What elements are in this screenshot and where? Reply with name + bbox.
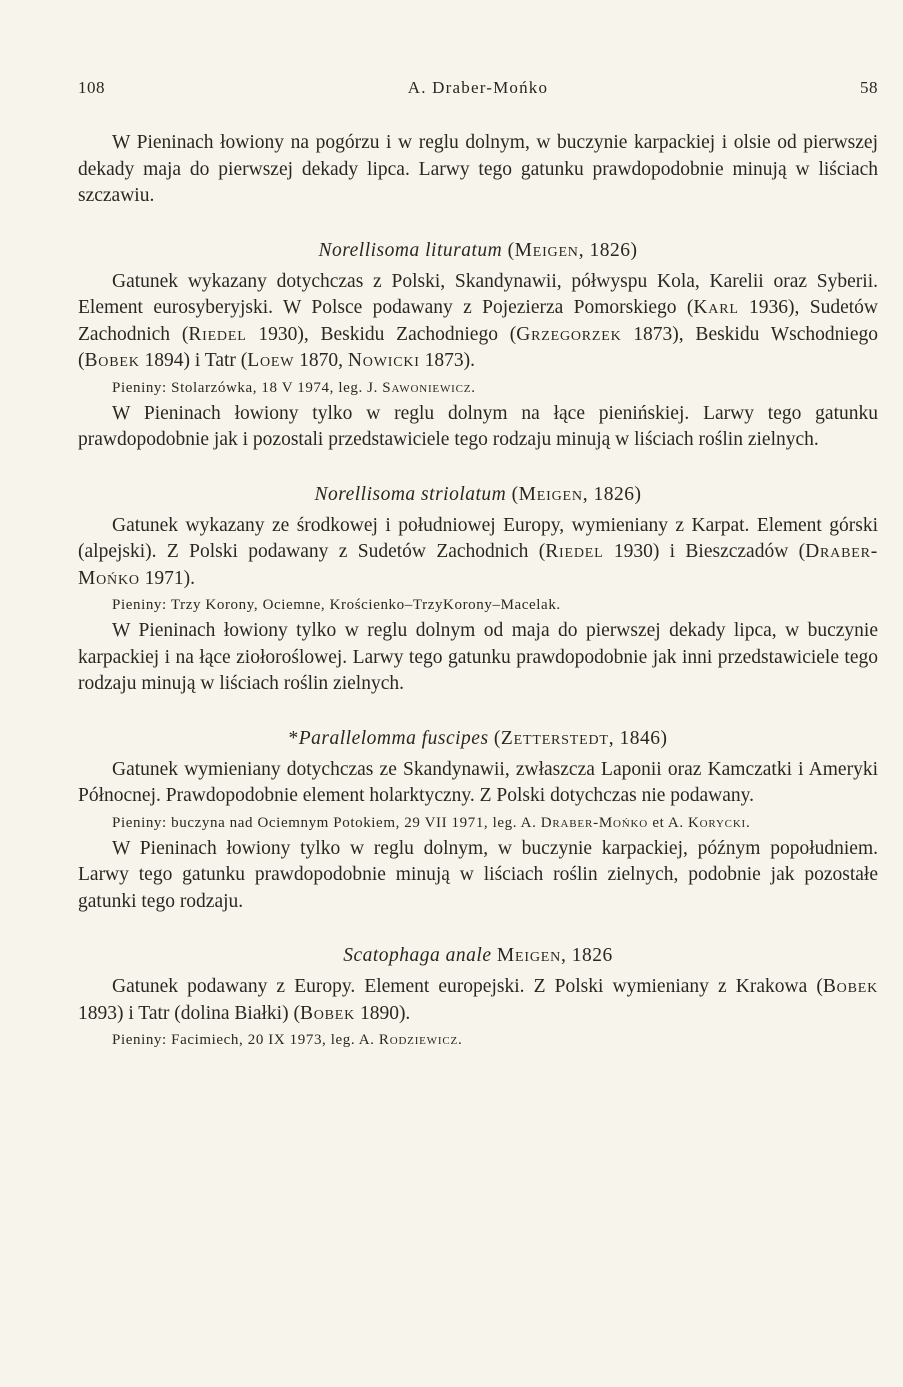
species-latin-name: Norellisoma lituratum — [318, 239, 503, 261]
locality-record: Pieniny: Trzy Korony, Ociemne, Krościenko–TrzyKorony–Macelak. — [112, 597, 561, 613]
locality-record: Pieniny: Facimiech, 20 IX 1973, leg. A. Rodziewicz. — [112, 1032, 463, 1048]
section-number: 58 — [860, 78, 878, 97]
species-author: Meigen — [518, 483, 583, 505]
species-heading — [78, 238, 878, 264]
species-author: Meigen — [514, 239, 579, 261]
species-author-year: , 1826) — [578, 239, 638, 261]
distribution-paragraph: Gatunek wykazany dotychczas z Polski, Skandynawii, półwyspu Kola, Karelii oraz Syberii. Element eurosyberyjski. W Polsce podawany z Pojezierza Pomorskiego (Karl 1936), Sudetów Zachodnich (Riedel 1930), Beskidu Zachodniego (Grzegorzek 1873), Beskidu Wschodniego (Bobek 1894) i Tatr (Loew 1870, Nowicki 1873). — [78, 270, 878, 371]
ecology-paragraph: W Pieninach łowiony tylko w reglu dolnym, w buczynie karpackiej, późnym popołudniem. Larwy tego gatunku prawdopodobnie minują w liściach roślin zielnych, podobnie jak pozostałe gatunki tego rodzaju. — [78, 837, 878, 912]
species-latin-name: Scatophaga anale — [343, 945, 492, 966]
running-author: A. Draber-Mońko — [407, 78, 549, 97]
species-prefix: * — [288, 727, 299, 749]
page-content — [78, 130, 878, 1053]
species-author-year: , 1846) — [608, 727, 668, 749]
species-latin-name: Norellisoma striolatum — [314, 483, 507, 505]
species-author-year: , 1826 — [561, 945, 613, 966]
species-author-open: ( — [507, 239, 515, 261]
locality-record: Pieniny: buczyna nad Ociemnym Potokiem, 29 VII 1971, leg. A. Draber-Mońko et A. Korycki. — [112, 814, 751, 831]
species-latin-name: Parallelomma fuscipes — [298, 727, 489, 749]
running-header — [78, 78, 878, 98]
distribution-paragraph: Gatunek wymieniany dotychczas ze Skandynawii, zwłaszcza Laponii oraz Kamczatki i Ameryki Północnej. Prawdopodobnie element holarktyczny. Z Polski dotychczas nie podawany. — [78, 758, 878, 806]
locality-record: Pieniny: Stolarzówka, 18 V 1974, leg. J. Sawoniewicz. — [112, 379, 476, 396]
species-author-year: , 1826) — [582, 483, 642, 505]
ecology-paragraph: W Pieninach łowiony tylko w reglu dolnym na łące pienińskiej. Larwy tego gatunku prawdopodobnie jak i pozostali przedstawiciele tego rodzaju minują w liściach roślin zielnych. — [78, 402, 878, 450]
distribution-paragraph: Gatunek podawany z Europy. Element europejski. Z Polski wymieniany z Krakowa (Bobek 1893) i Tatr (dolina Białki) (Bobek 1890). — [78, 976, 878, 1024]
distribution-paragraph: Gatunek wykazany ze środkowej i południowej Europy, wymieniany z Karpat. Element górski (alpejski). Z Polski podawany z Sudetów Zachodnich (Riedel 1930) i Bieszczadów (Draber-Mońko 1971). — [78, 514, 879, 589]
species-author-open: ( — [511, 483, 519, 505]
species-heading — [78, 482, 878, 508]
species-author: Zetterstedt — [500, 727, 609, 749]
page-number: 108 — [78, 78, 105, 97]
ecology-paragraph: W Pieninach łowiony tylko w reglu dolnym od maja do pierwszej dekady lipca, w buczynie karpackiej i na łące ziołoroślowej. Larwy tego gatunku prawdopodobnie jak inni przedstawiciele tego rodzaju minują w liściach roślin zielnych. — [78, 620, 878, 694]
species-author-open: ( — [493, 727, 501, 749]
species-heading — [78, 943, 878, 969]
intro-paragraph: W Pieninach łowiony na pogórzu i w reglu dolnym, w buczynie karpackiej i olsie od pierwszej dekady maja do pierwszej dekady lipca. Larwy tego gatunku prawdopodobnie minują w liściach szczawiu. — [78, 132, 878, 206]
species-heading — [78, 726, 878, 752]
species-author: Meigen — [496, 945, 562, 966]
